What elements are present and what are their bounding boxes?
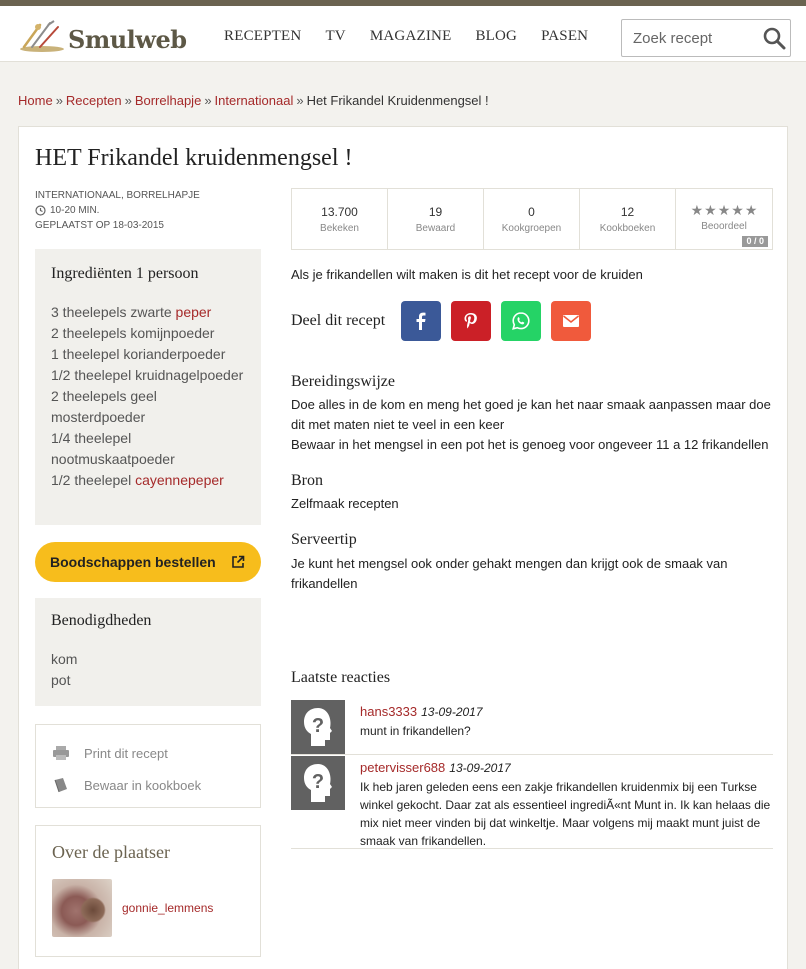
comments-title: Laatste reacties [291,669,391,686]
star-rating[interactable] [676,203,772,217]
user-placeholder-icon[interactable] [291,756,345,810]
ingredient-link-peper[interactable]: peper [175,304,212,320]
utensils-logo-icon [18,19,66,53]
comment-text: Ik heb jaren geleden eens een zakje frikandellen kruidenmix bij een Turkse winkel gekocht. Daar zat als essentieel ingrediÃ«nt Munt in. Ik kan helaas die mix niet meer vinden bij dat winkeltje. Maar volgens mij maakt munt juist de smaak van frikandellen. [360,780,771,848]
rating-badge: 0 / 0 [742,236,768,247]
clock-icon [35,205,46,216]
star-icon[interactable]: ★ [744,202,758,218]
preparation-title: Bereidingswijze [291,373,395,390]
tools-title: Benodigdheden [51,612,152,629]
stat-cookbooks: 12 Kookboeken [580,189,676,249]
ingredient-item: 1/2 theelepel kruidnagelpoeder [51,367,244,383]
ingredient-link-cayennepeper[interactable]: cayennepeper [135,472,224,488]
breadcrumb-borrelhapje[interactable]: Borrelhapje [134,93,202,108]
comment-date: 13-09-2017 [449,761,511,775]
print-label: Print dit recept [84,745,168,761]
tool-item: kom [51,651,78,667]
comment-text: munt in frikandellen? [360,724,471,738]
source-text: Zelfmaak recepten [291,496,399,511]
recipe-time-value: 10-20 MIN. [50,205,100,216]
author-name-link[interactable]: gonnie_lemmens [122,901,214,915]
external-link-icon [231,555,245,569]
author-title: Over de plaatser [52,842,170,862]
logo[interactable] [18,16,187,56]
comment-date: 13-09-2017 [421,705,483,719]
site-header [0,6,806,62]
share-bar [291,301,601,341]
nav-recepten[interactable]: RECEPTEN [224,28,302,44]
author-panel [35,825,261,957]
search-input[interactable] [622,20,760,56]
tip-title: Serveertip [291,531,357,548]
page-title: HET Frikandel kruidenmengsel ! [35,145,353,171]
ingredient-item: 3 theelepels zwarte peper [51,304,212,320]
book-icon [52,777,70,793]
breadcrumb-home[interactable]: Home [18,93,53,108]
ingredient-item: 1/4 theelepel nootmuskaatpoeder [51,430,175,467]
recipe-card [18,126,788,969]
ingredient-item: 1/2 theelepel cayennepeper [51,472,224,488]
shop-button[interactable] [35,542,261,582]
facebook-icon [411,311,431,331]
comment-item [291,756,773,849]
printer-icon [52,745,70,761]
nav-magazine[interactable]: MAGAZINE [369,28,452,44]
ingredients-panel [35,249,261,525]
star-icon[interactable]: ★ [731,202,744,218]
logo-text: Smulweb [68,24,187,54]
facebook-share-button[interactable] [401,301,441,341]
pinterest-share-button[interactable] [451,301,491,341]
avatar[interactable] [52,879,112,937]
preparation-text: Doe alles in de kom en meng het goed je kan het naar smaak aanpassen maar doe dit met maten niet te veel in een keer Bewaar in het mengsel in een pot het is genoeg voor ongeveer 11 a 12 frikandellen [291,397,771,452]
recipe-categories: INTERNATIONAAL, BORRELHAPJE [35,190,200,201]
tool-item: pot [51,672,71,688]
print-button[interactable] [52,737,244,769]
search-icon[interactable] [762,26,786,50]
comment-user-link[interactable]: petervisser688 [360,760,446,775]
tools-panel [35,598,261,706]
rating-widget[interactable] [676,189,772,249]
shop-button-label: Boodschappen bestellen [50,554,216,570]
actions-panel [35,724,261,808]
recipe-posted-date: GEPLAATST OP 18-03-2015 [35,220,164,231]
email-share-button[interactable] [551,301,591,341]
svg-text:?: ? [311,771,325,793]
comment-item [291,700,773,755]
pinterest-icon [461,311,481,331]
recipe-intro: Als je frikandellen wilt maken is dit het recept voor de kruiden [291,267,643,282]
save-cookbook-label: Bewaar in kookboek [84,777,202,793]
stat-views: 13.700 Bekeken [292,189,388,249]
comment-user-link[interactable]: hans3333 [360,704,418,719]
star-icon[interactable]: ★ [704,202,717,218]
rating-label: Beoordeel [701,221,747,232]
whatsapp-share-button[interactable] [501,301,541,341]
breadcrumb-current: Het Frikandel Kruidenmengsel ! [306,93,489,108]
stat-saved: 19 Bewaard [388,189,484,249]
ingredient-item: 2 theelepels geel mosterdpoeder [51,388,157,425]
main-nav [224,28,612,45]
star-icon[interactable]: ★ [717,202,731,218]
envelope-icon [561,311,581,331]
user-placeholder-icon[interactable] [291,700,345,754]
search-box [621,19,791,57]
breadcrumb-recepten[interactable]: Recepten [65,93,122,108]
nav-pasen[interactable]: PASEN [541,28,589,44]
svg-text:?: ? [311,715,325,737]
ingredients-title: Ingrediënten 1 persoon [51,265,199,282]
share-label: Deel dit recept [291,312,386,329]
recipe-stats [291,188,773,250]
nav-tv[interactable]: TV [325,28,346,44]
star-icon[interactable]: ★ [690,202,704,218]
source-title: Bron [291,472,323,489]
recipe-meta [35,188,200,233]
whatsapp-icon [511,311,531,331]
breadcrumb-internationaal[interactable]: Internationaal [214,93,294,108]
breadcrumb: Home » Recepten » Borrelhapje » Internationaal » Het Frikandel Kruidenmengsel ! [18,93,489,108]
nav-blog[interactable]: BLOG [475,28,518,44]
stat-cookgroups: 0 Kookgroepen [484,189,580,249]
save-cookbook-button[interactable] [52,769,244,801]
ingredient-item: 1 theelepel korianderpoeder [51,346,226,362]
tip-text: Je kunt het mengsel ook onder gehakt mengen dan krijgt ook de smaak van frikandellen [291,556,728,591]
recipe-time [35,203,200,218]
ingredient-item: 2 theelepels komijnpoeder [51,325,215,341]
